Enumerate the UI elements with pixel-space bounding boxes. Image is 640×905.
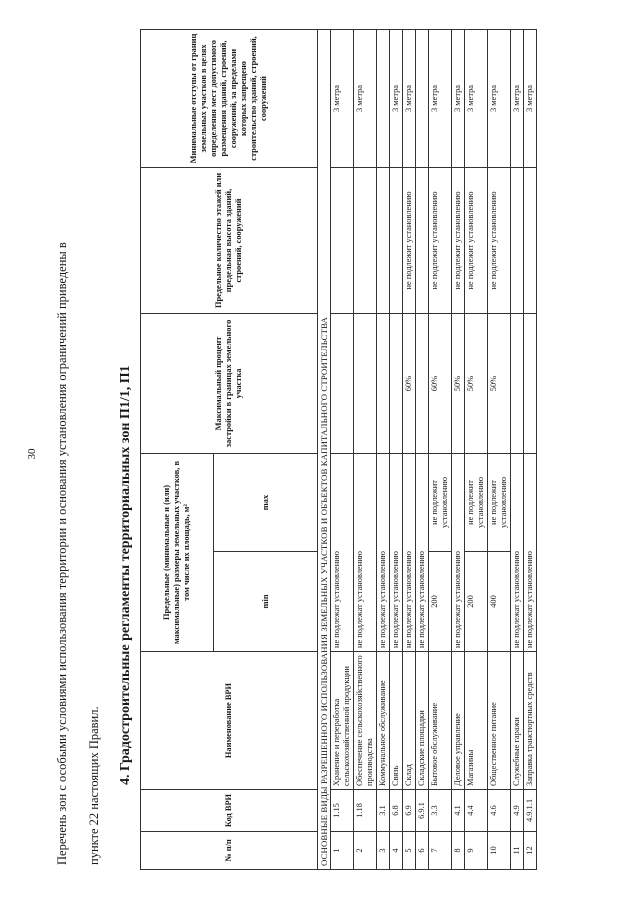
intro-paragraph: Перечень зон с особыми условиями использования территории и основания установления ограничений приведены в [55,242,69,865]
row-percent [354,314,377,454]
row-number: 11 [511,832,524,870]
regulations-table [140,29,537,870]
row-size-limits: не подлежат установлению [403,454,416,652]
table-row [511,30,524,870]
row-percent [331,314,354,454]
page-number: 30 [26,448,38,460]
row-floors [416,168,429,314]
row-name: Деловое управление [452,652,465,790]
row-name: Склад [403,652,416,790]
row-setback: 3 метра [511,30,524,168]
row-floors [354,168,377,314]
row-floors [511,168,524,314]
row-setback: 3 метра [524,30,537,168]
row-percent [416,314,429,454]
table-row [403,30,416,870]
row-size-limits: не подлежат установлению [524,454,537,652]
row-code: 3.3 [429,790,452,832]
row-percent: 60% [429,314,452,454]
row-number: 4 [390,832,403,870]
row-percent: 50% [488,314,511,454]
row-setback: 3 метра [354,30,377,168]
header-size-group: Предельные (минимальные и (или) максимальные) размеры земельных участков, в том числе их площадь, м² [141,454,214,652]
table-row [390,30,403,870]
row-floors [524,168,537,314]
row-name: Общественное питание [488,652,511,790]
row-min-size: 200 [429,552,452,652]
row-percent [377,314,390,454]
row-floors [377,168,390,314]
table-row [377,30,390,870]
row-code: 3.1 [377,790,390,832]
row-percent: 50% [465,314,488,454]
row-size-limits: не подлежат установлению [416,454,429,652]
row-setback: 3 метра [429,30,452,168]
row-floors: не подлежит установлению [452,168,465,314]
row-name: Заправка транспортных средств [524,652,537,790]
row-floors [390,168,403,314]
table-row [416,30,429,870]
row-min-size: 400 [488,552,511,652]
row-setback [416,30,429,168]
header-name: Наименование ВРИ [141,652,318,790]
header-min: min [214,552,318,652]
row-floors: не подлежит установлению [403,168,416,314]
row-name: Связь [390,652,403,790]
row-code: 4.4 [465,790,488,832]
row-percent: 60% [403,314,416,454]
row-code: 4.9 [511,790,524,832]
row-setback [377,30,390,168]
table-row [429,30,452,870]
row-name: Служебные гаражи [511,652,524,790]
row-size-limits: не подлежат установлению [354,454,377,652]
header-floors: Предельное количество этажей или предельная высота зданий, строений, сооружений [141,168,318,314]
row-setback: 3 метра [403,30,416,168]
row-number: 7 [429,832,452,870]
row-percent: 50% [452,314,465,454]
row-floors: не подлежит установлению [429,168,452,314]
section-title-row: ОСНОВНЫЕ ВИДЫ РАЗРЕШЕННОГО ИСПОЛЬЗОВАНИЯ ЗЕМЕЛЬНЫХ УЧАСТКОВ И ОБЪЕКТОВ КАПИТАЛЬНОГО СТРОИТЕЛЬСТВА [318,30,331,870]
header-max: max [214,454,318,552]
row-number: 1 [331,832,354,870]
row-percent [390,314,403,454]
header-percent: Максимальный процент застройки в границах земельного участка [141,314,318,454]
row-percent [511,314,524,454]
row-size-limits: не подлежат установлению [377,454,390,652]
row-percent [524,314,537,454]
row-number: 8 [452,832,465,870]
row-size-limits: не подлежат установлению [331,454,354,652]
row-code: 4.1 [452,790,465,832]
row-setback: 3 метра [465,30,488,168]
table-row [524,30,537,870]
row-max-size: не подлежит установлению [465,454,488,552]
row-name: Складские площадки [416,652,429,790]
row-code: 4.6 [488,790,511,832]
row-code: 6.9 [403,790,416,832]
row-floors: не подлежит установлению [488,168,511,314]
row-number: 5 [403,832,416,870]
row-number: 6 [416,832,429,870]
row-floors [331,168,354,314]
row-setback: 3 метра [331,30,354,168]
table-row [354,30,377,870]
row-number: 2 [354,832,377,870]
row-code: 1.15 [331,790,354,832]
row-code: 6.8 [390,790,403,832]
row-max-size: не подлежит установлению [429,454,452,552]
row-name: Бытовое обслуживание [429,652,452,790]
row-number: 3 [377,832,390,870]
row-code: 1.18 [354,790,377,832]
row-setback: 3 метра [452,30,465,168]
row-max-size: не подлежит установлению [488,454,511,552]
row-floors: не подлежит установлению [465,168,488,314]
row-number: 9 [465,832,488,870]
row-number: 10 [488,832,511,870]
row-name: Хранение и переработка сельскохозяйственной продукции [331,652,354,790]
row-name: Обеспечение сельскохозяйственного производства [354,652,377,790]
section-heading: 4. Градостроительные регламенты территориальных зон П1/1, П1 [118,365,133,785]
header-num: № п/п [141,832,318,870]
row-setback: 3 метра [390,30,403,168]
row-name: Магазины [465,652,488,790]
table-row [452,30,465,870]
row-setback: 3 метра [488,30,511,168]
row-code: 6.9.1 [416,790,429,832]
intro-paragraph-end: пункте 22 настоящих Правил. [87,706,101,865]
row-size-limits: не подлежат установлению [452,454,465,652]
row-number: 12 [524,832,537,870]
table-row [465,30,488,870]
row-code: 4.9.1.1 [524,790,537,832]
row-size-limits: не подлежат установлению [511,454,524,652]
row-name: Коммунальное обслуживание [377,652,390,790]
table-row [331,30,354,870]
header-setback: Минимальные отступы от границ земельных участков в целях определения мест допустимого размещения зданий, строений, сооружений, за пределами которых запрещено строительство зданий, строений, сооружений [141,30,318,168]
row-min-size: 200 [465,552,488,652]
table-row [488,30,511,870]
header-code: Код ВРИ [141,790,318,832]
row-size-limits: не подлежат установлению [390,454,403,652]
